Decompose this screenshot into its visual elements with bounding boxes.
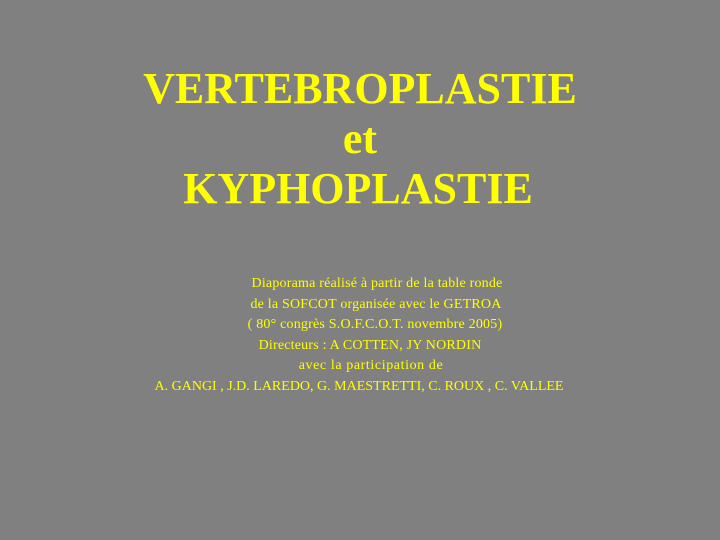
subtitle-line-6: A. GANGI , J.D. LAREDO, G. MAESTRETTI, C. ROUX , C. VALLEE: [154, 378, 564, 394]
slide-subtitle: [0, 274, 720, 398]
title-line-3: KYPHOPLASTIE: [183, 164, 533, 213]
subtitle-line-1: Diaporama réalisé à partir de la table ronde: [251, 276, 503, 291]
title-line-2: et: [342, 114, 378, 163]
subtitle-line-5: avec la participation de: [298, 358, 444, 374]
slide-title: [0, 64, 720, 214]
title-line-1: VERTEBROPLASTIE: [143, 64, 577, 113]
subtitle-line-3: ( 80° congrès S.O.F.C.O.T. novembre 2005): [247, 317, 503, 333]
subtitle-line-2: de la SOFCOT organisée avec le GETROA: [250, 296, 502, 312]
subtitle-line-4: Directeurs : A COTTEN, JY NORDIN: [258, 337, 482, 353]
